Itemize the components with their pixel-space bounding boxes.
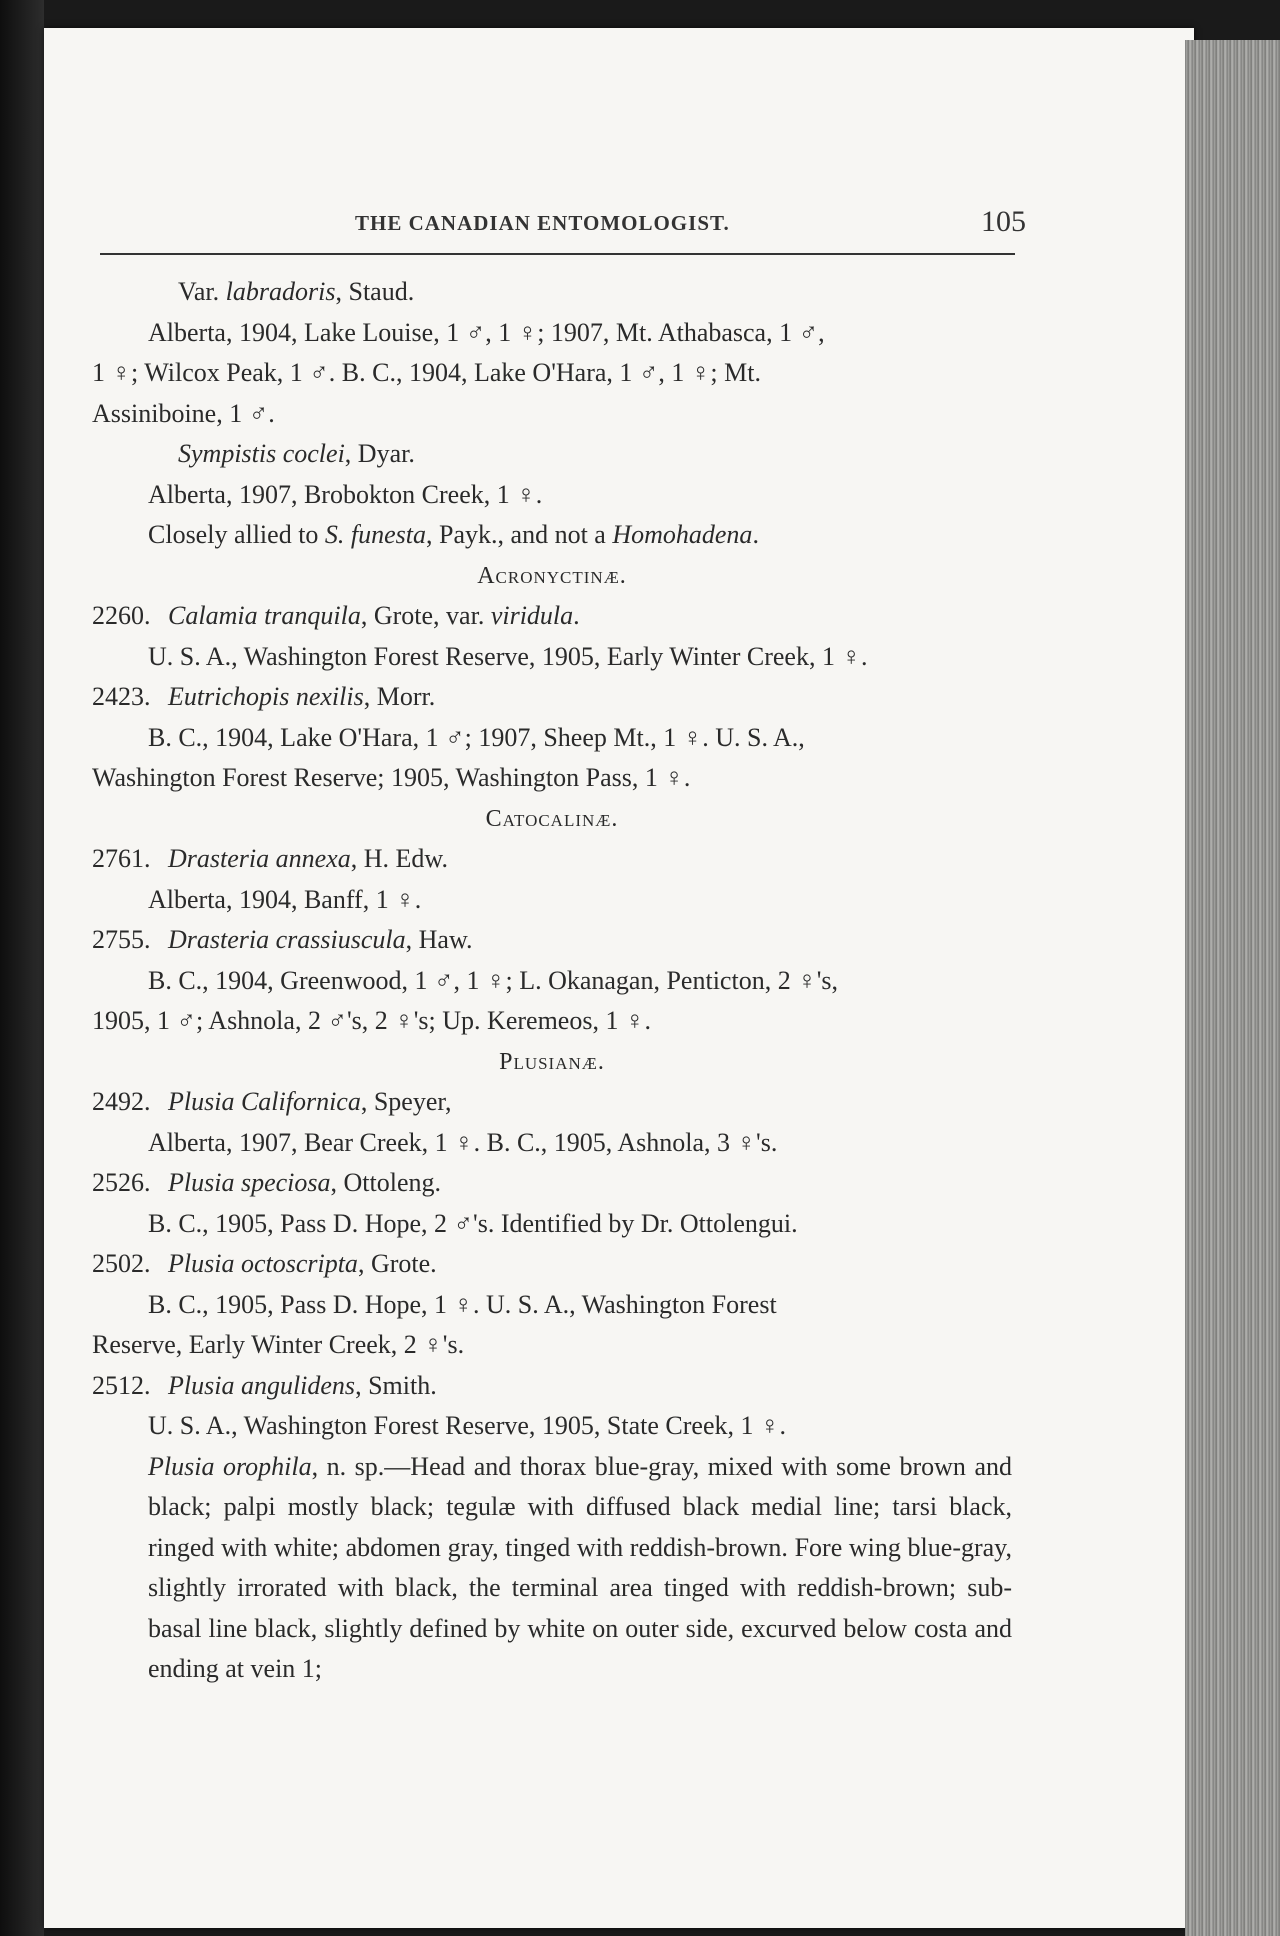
species-entry: 2260. Calamia tranquila, Grote, var. viridula. xyxy=(92,601,580,630)
text-line: Washington Forest Reserve; 1905, Washington Pass, 1 ♀. xyxy=(92,763,691,792)
text-line: Var. labradoris, Staud. xyxy=(178,277,415,306)
page-edge-stack xyxy=(1185,40,1280,1936)
text-line: 1905, 1 ♂; Ashnola, 2 ♂'s, 2 ♀'s; Up. Keremeos, 1 ♀. xyxy=(92,1006,651,1035)
text-line: 1 ♀; Wilcox Peak, 1 ♂. B. C., 1904, Lake O'Hara, 1 ♂, 1 ♀; Mt. xyxy=(92,358,761,387)
text-line: U. S. A., Washington Forest Reserve, 1905, Early Winter Creek, 1 ♀. xyxy=(148,641,868,671)
body-text xyxy=(92,272,1012,1690)
scan-left-shadow xyxy=(0,0,44,1936)
species-entry: 2423. Eutrichopis nexilis, Morr. xyxy=(92,682,436,711)
text-line: Closely allied to S. funesta, Payk., and not a Homohadena. xyxy=(148,520,759,549)
page-number: 105 xyxy=(981,205,1026,238)
text-line: Alberta, 1904, Banff, 1 ♀. xyxy=(148,884,422,914)
page-header xyxy=(100,205,1030,245)
text-line: Assiniboine, 1 ♂. xyxy=(92,398,275,428)
species-entry: 2512. Plusia angulidens, Smith. xyxy=(92,1370,437,1400)
description-paragraph: Plusia orophila, n. sp.—Head and thorax blue-gray, mixed with some brown and black; palpi mostly black; tegulæ with diffused black medial line; tarsi black, ringed with white; abdomen gray, tinged with reddish-brown. Fore wing blue-gray, slightly irrorated with black, the terminal area tinged with reddish-brown; sub-basal line black, slightly defined by white on outer side, excurved below costa and ending at vein 1; xyxy=(148,1451,1012,1683)
text-line: B. C., 1905, Pass D. Hope, 1 ♀. U. S. A., Washington Forest xyxy=(148,1289,777,1319)
text-line: Alberta, 1907, Brobokton Creek, 1 ♀. xyxy=(148,479,543,509)
species-entry: 2755. Drasteria crassiuscula, Haw. xyxy=(92,925,473,954)
header-rule xyxy=(100,253,1015,255)
text-line: B. C., 1904, Greenwood, 1 ♂, 1 ♀; L. Okanagan, Penticton, 2 ♀'s, xyxy=(148,965,838,995)
text-line: B. C., 1904, Lake O'Hara, 1 ♂; 1907, Sheep Mt., 1 ♀. U. S. A., xyxy=(148,722,805,752)
text-line: B. C., 1905, Pass D. Hope, 2 ♂'s. Identified by Dr. Ottolengui. xyxy=(148,1208,798,1238)
section-heading: Acronyctinæ. xyxy=(477,562,627,589)
text-line: Reserve, Early Winter Creek, 2 ♀'s. xyxy=(92,1330,465,1359)
species-entry: 2502. Plusia octoscripta, Grote. xyxy=(92,1249,437,1278)
species-entry: 2526. Plusia speciosa, Ottoleng. xyxy=(92,1168,441,1197)
species-entry: 2492. Plusia Californica, Speyer, xyxy=(92,1087,452,1116)
text-line: Alberta, 1904, Lake Louise, 1 ♂, 1 ♀; 1907, Mt. Athabasca, 1 ♂, xyxy=(148,317,825,347)
section-heading: Plusianæ. xyxy=(499,1048,605,1075)
section-heading: Catocalinæ. xyxy=(485,805,619,832)
text-line: Sympistis coclei, Dyar. xyxy=(178,439,415,468)
running-title: THE CANADIAN ENTOMOLOGIST. xyxy=(355,211,730,235)
text-line: Alberta, 1907, Bear Creek, 1 ♀. B. C., 1905, Ashnola, 3 ♀'s. xyxy=(148,1127,778,1157)
species-entry: 2761. Drasteria annexa, H. Edw. xyxy=(92,844,448,873)
text-line: U. S. A., Washington Forest Reserve, 1905, State Creek, 1 ♀. xyxy=(148,1411,786,1440)
